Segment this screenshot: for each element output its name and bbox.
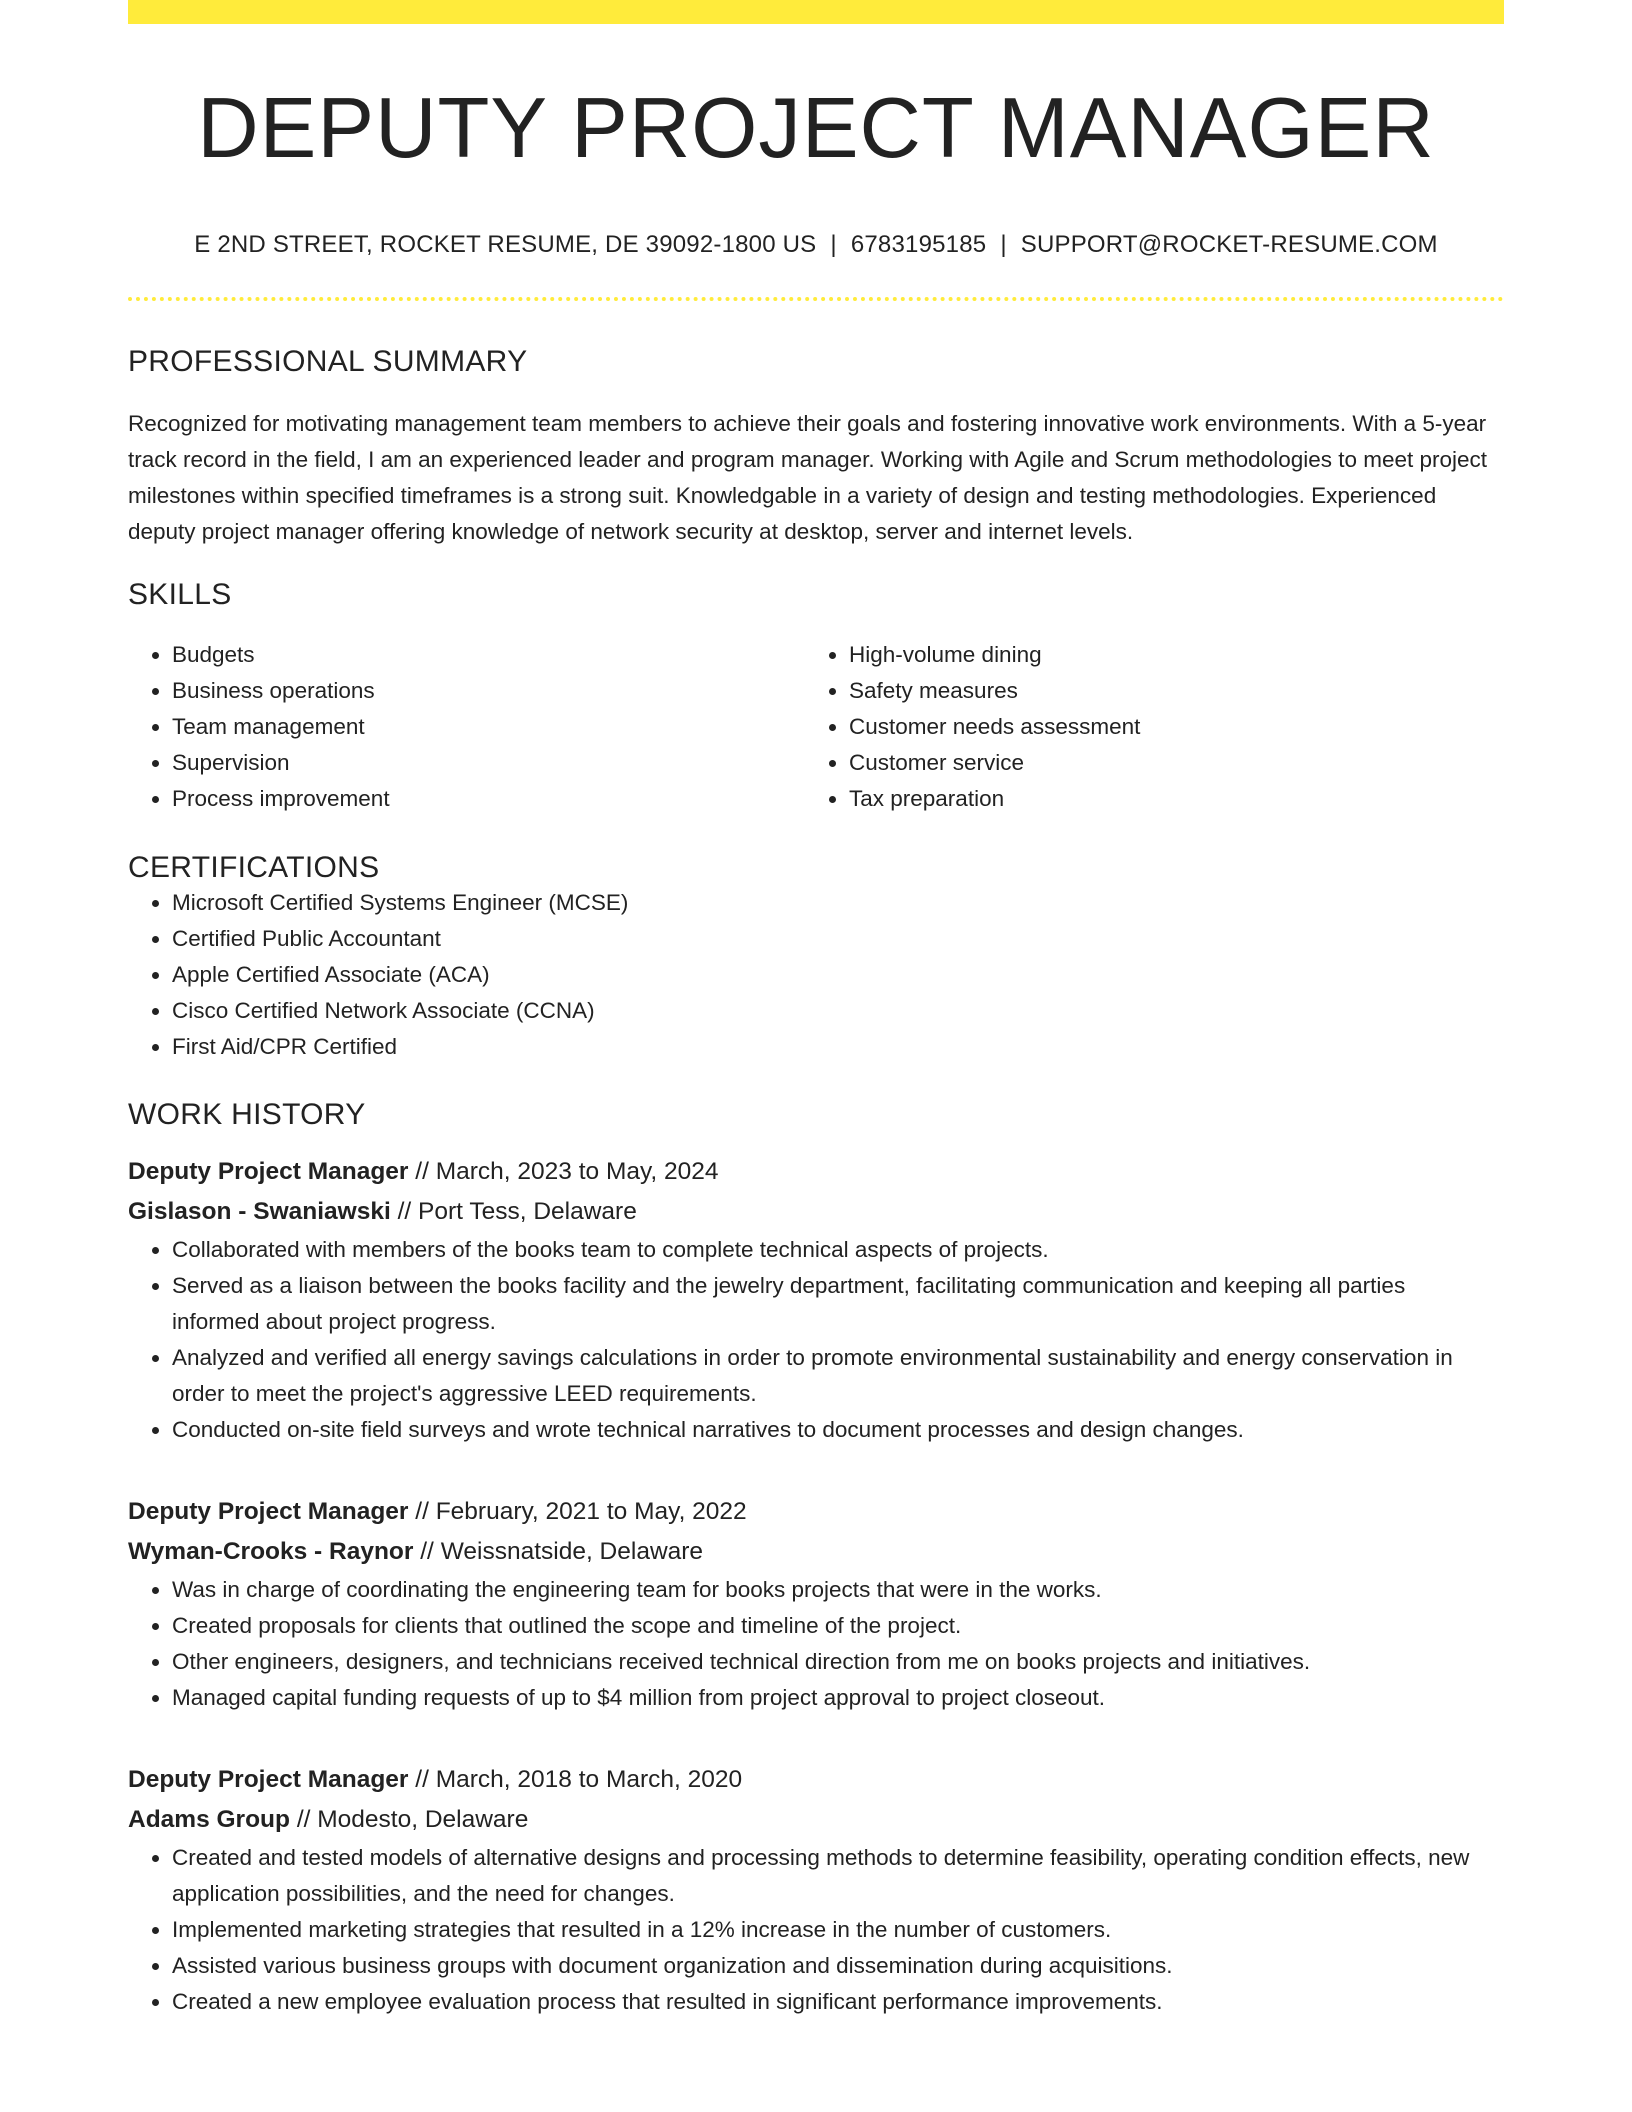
- skills-list-right: [805, 637, 1482, 817]
- job-separator: //: [415, 1158, 429, 1186]
- job-bullet: • Managed capital funding requests of up to $4 million from project approval to project closeout.: [172, 1680, 1504, 1716]
- job-entry: [128, 1760, 1504, 2020]
- job-bullet: • Implemented marketing strategies that resulted in a 12% increase in the number of customers.: [172, 1912, 1504, 1948]
- job-separator: //: [420, 1538, 434, 1566]
- job-role: Deputy Project Manager: [128, 1498, 409, 1526]
- job-separator: //: [415, 1766, 429, 1794]
- certification-item: • Certified Public Accountant: [172, 921, 1504, 957]
- skill-item: • Tax preparation: [849, 781, 1482, 817]
- contact-email: SUPPORT@ROCKET-RESUME.COM: [1020, 231, 1438, 259]
- certification-item: • Apple Certified Associate (ACA): [172, 957, 1504, 993]
- job-dates: March, 2023 to May, 2024: [435, 1158, 719, 1186]
- skills-columns: [128, 637, 1504, 817]
- job-bullet: • Served as a liaison between the books facility and the jewelry department, facilitating communication and keeping all parties informed about project progress.: [172, 1268, 1504, 1340]
- job-role: Deputy Project Manager: [128, 1158, 409, 1186]
- skills-list-left: [128, 637, 805, 817]
- skills-heading: SKILLS: [128, 578, 232, 612]
- skill-item: • Safety measures: [849, 673, 1482, 709]
- job-bullet: • Other engineers, designers, and technicians received technical direction from me on books projects and initiatives.: [172, 1644, 1504, 1680]
- contact-separator: |: [830, 231, 837, 259]
- certification-item: • First Aid/CPR Certified: [172, 1029, 1504, 1065]
- certification-item: • Cisco Certified Network Associate (CCNA): [172, 993, 1504, 1029]
- job-location: Modesto, Delaware: [317, 1806, 529, 1834]
- job-role-line: [128, 1492, 1504, 1532]
- skill-item: • High-volume dining: [849, 637, 1482, 673]
- job-bullet: • Created and tested models of alternative designs and processing methods to determine feasibility, operating condition effects, new application possibilities, and the need for changes.: [172, 1840, 1504, 1912]
- job-separator: //: [397, 1198, 412, 1226]
- skill-item: • Customer service: [849, 745, 1482, 781]
- accent-top-bar: [128, 0, 1504, 24]
- work-history-heading: WORK HISTORY: [128, 1098, 366, 1132]
- job-location: Port Tess, Delaware: [418, 1198, 637, 1226]
- job-role-line: [128, 1152, 1504, 1192]
- certification-item: • Microsoft Certified Systems Engineer (MCSE): [172, 885, 1504, 921]
- contact-address: E 2ND STREET, ROCKET RESUME, DE 39092-1800 US: [194, 231, 817, 259]
- job-location: Weissnatside, Delaware: [440, 1538, 704, 1566]
- job-bullet: • Collaborated with members of the books team to complete technical aspects of projects.: [172, 1232, 1504, 1268]
- resume-page: [128, 0, 1504, 2020]
- job-bullet: • Created proposals for clients that outlined the scope and timeline of the project.: [172, 1608, 1504, 1644]
- job-bullet: • Analyzed and verified all energy savings calculations in order to promote environmental sustainability and energy conservation in order to meet the project's aggressive LEED requirements.: [172, 1340, 1504, 1412]
- job-bullets: [128, 1232, 1504, 1448]
- skill-item: • Customer needs assessment: [849, 709, 1482, 745]
- job-company-line: [128, 1800, 1504, 1840]
- job-bullet: • Was in charge of coordinating the engineering team for books projects that were in the works.: [172, 1572, 1504, 1608]
- job-separator: //: [296, 1806, 311, 1834]
- job-entry: [128, 1492, 1504, 1716]
- job-entry: [128, 1152, 1504, 1448]
- summary-heading: PROFESSIONAL SUMMARY: [128, 345, 528, 379]
- job-bullet: • Conducted on-site field surveys and wrote technical narratives to document processes and design changes.: [172, 1412, 1504, 1448]
- job-company-line: [128, 1192, 1504, 1232]
- job-bullets: [128, 1840, 1504, 2020]
- job-bullet: • Assisted various business groups with document organization and dissemination during acquisitions.: [172, 1948, 1504, 1984]
- skill-item: • Team management: [172, 709, 805, 745]
- job-role-line: [128, 1760, 1504, 1800]
- dotted-divider: [128, 297, 1504, 301]
- job-company-line: [128, 1532, 1504, 1572]
- job-company: Gislason - Swaniawski: [128, 1198, 391, 1226]
- certifications-heading: CERTIFICATIONS: [128, 851, 380, 885]
- contact-phone: 6783195185: [850, 231, 987, 259]
- skill-item: • Supervision: [172, 745, 805, 781]
- certifications-list: [128, 885, 1504, 1065]
- contact-line: [128, 231, 1504, 259]
- job-company: Wyman-Crooks - Raynor: [128, 1538, 414, 1566]
- skill-item: • Process improvement: [172, 781, 805, 817]
- job-role: Deputy Project Manager: [128, 1766, 409, 1794]
- job-separator: //: [415, 1498, 429, 1526]
- job-dates: February, 2021 to May, 2022: [435, 1498, 747, 1526]
- job-company: Adams Group: [128, 1806, 290, 1834]
- skill-item: • Budgets: [172, 637, 805, 673]
- contact-separator: |: [1000, 231, 1007, 259]
- skill-item: • Business operations: [172, 673, 805, 709]
- job-dates: March, 2018 to March, 2020: [435, 1766, 743, 1794]
- job-bullets: [128, 1572, 1504, 1716]
- job-bullet: • Created a new employee evaluation process that resulted in significant performance improvements.: [172, 1984, 1504, 2020]
- summary-text: Recognized for motivating management team members to achieve their goals and fostering innovative work environments. With a 5-year track record in the field, I am an experienced leader and program manager. Working with Agile and Scrum methodologies to meet project milestones within specified timeframes is a strong suit. Knowledgable in a variety of design and testing methodologies. Experienced deputy project manager offering knowledge of network security at desktop, server and internet levels.: [128, 411, 1488, 545]
- resume-name: DEPUTY PROJECT MANAGER: [197, 81, 1435, 176]
